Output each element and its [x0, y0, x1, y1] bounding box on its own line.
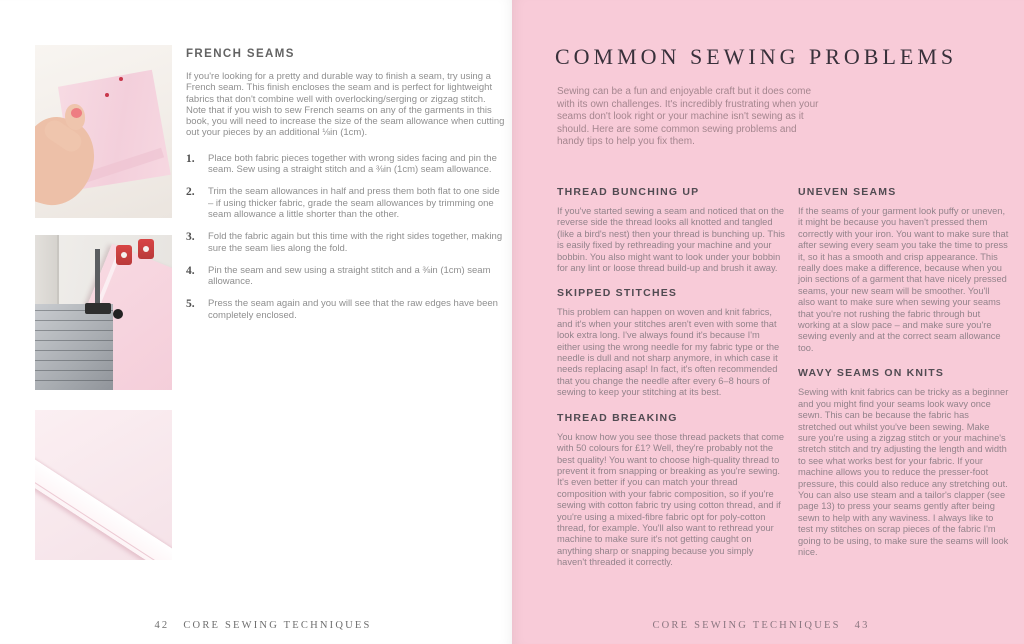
- step-item: [186, 186, 505, 220]
- pressed-seam-shape: [35, 440, 172, 560]
- page-number: 43: [854, 620, 870, 631]
- step-list: [186, 153, 505, 321]
- section-heading: SKIPPED STITCHES: [557, 287, 678, 300]
- right-page-footer: [512, 620, 1024, 631]
- section-thread-breaking: [557, 412, 785, 569]
- step-number: 4.: [186, 264, 195, 277]
- nail-shape: [71, 108, 82, 118]
- red-thread-spool-shape: [116, 245, 132, 265]
- section-uneven-seams: [798, 186, 1009, 354]
- section-body: If the seams of your garment look puffy or uneven, it might be because you haven't pressed them correctly with your iron. You want to make sure that after sewing every seam you take the time to press it, so it has a smooth and crisp appearance. This really does make a difference, because when you join sections of a garment that have nicely pressed seams, your new seam will be smoother. You'll also want to make sure when sewing your seams that you're not rushing the fabric through but working at a slow pace – and make sure you're sewing evenly and at the correct seam allowance too.: [798, 206, 1009, 353]
- photo-column: [35, 45, 172, 560]
- article-intro: If you're looking for a pretty and durable way to finish a seam, try using a French seam. This finish encloses the seam and is perfect for lightweight fabrics that don't combine well with overlocking/serging or zigzag stitch. Note that if you wish to sew French seams on any of the garments in this book, you will need to increase the size of the seam allowance when cutting out your pieces by an additional ⅛in (1cm).: [186, 71, 505, 139]
- column-left: [557, 186, 785, 582]
- step-number: 1.: [186, 152, 195, 165]
- section-body: Sewing with knit fabrics can be tricky as a beginner and you might find your seams look wavy once sewn. This can be because the fabric has stretched out whilst you've been sewing. Make sure you're using a zigzag stitch or your machine's stretch stitch and try adjusting the length and width to see what works best for your fabric. If your machine allows you to reduce the presser-foot pressure, this could also reduce any stretching out. You can also use steam and a tailor's clapper (see page 13) to press your seams gently after being sewn to help with any waviness. I always like to test my stitches on scrap pieces of the fabric I'm going to be using, to make sure the seams will look nice.: [798, 387, 1009, 557]
- step-item: [186, 298, 505, 321]
- spool-hole-shape: [143, 246, 149, 252]
- needle-bar-shape: [95, 249, 100, 307]
- running-title: CORE SEWING TECHNIQUES: [183, 620, 372, 631]
- spool-hole-shape: [121, 252, 127, 258]
- step-text: Pin the seam and sew using a straight stitch and a ⅜in (1cm) seam allowance.: [208, 264, 491, 288]
- section-skipped-stitches: [557, 287, 785, 398]
- section-heading: WAVY SEAMS ON KNITS: [798, 367, 945, 380]
- step-number: 3.: [186, 231, 195, 244]
- step-text: Place both fabric pieces together with wrong sides facing and pin the seam. Sew using a straight stitch and a ⅜in (1cm) seam allowance.: [208, 152, 497, 176]
- step-item: [186, 231, 505, 254]
- red-pin-shape: [119, 77, 123, 81]
- column-right: [798, 186, 1009, 582]
- chapter-intro: Sewing can be a fun and enjoyable craft but it does come with its own challenges. It's incredibly frustrating when your seams don't look right or your machine isn't sewing as it should. Here are some common sewing problems and handy tips to help you fix them.: [557, 86, 819, 148]
- step-text: Trim the seam allowances in half and press them both flat to one side – if using thicker fabric, grade the seam allowances by trimming one seam allowance a little shorter than the other.: [208, 186, 500, 220]
- step-text: Fold the fabric again but this time with the right sides together, making sure the seam lies along the fold.: [208, 231, 503, 254]
- presser-foot-shape: [85, 303, 111, 314]
- machine-knob-shape: [113, 309, 123, 319]
- section-body: You know how you see those thread packets that come with 50 colours for £1? Well, they're probably not the best quality! You want to choose high-quality thread to prevent it from snapping or breaking as you're sewing. It's even better if you can match your thread composition with your fabric composition, so if you're sewing with cotton fabric try using cotton thread, and if you're using a mixed-fibre fabric opt for poly-cotton thread, for example. You'll also want to rethread your machine to make sure it's not getting caught on anything sharp or snapping because you simply haven't threaded it correctly.: [557, 431, 785, 568]
- step-text: Press the seam again and you will see that the raw edges have been completely enclosed.: [208, 298, 498, 321]
- red-pin-shape: [105, 93, 109, 97]
- plate-markings-shape: [35, 304, 113, 390]
- section-heading: UNEVEN SEAMS: [798, 186, 897, 198]
- right-page: [512, 0, 1024, 644]
- photo-finished-seam: [35, 410, 172, 560]
- article-french-seams: [186, 48, 505, 332]
- section-body: If you've started sewing a seam and noticed that on the reverse side the thread looks all knotted and tangled (like a bird's nest) then your thread is bunching up. This is easily fixed by rethreading your machine and your bobbin. You also might want to look under your bobbin for any lint or loose thread build-up and brush it away.: [557, 206, 785, 274]
- section-body: This problem can happen on woven and knit fabrics, and it's when your stitches aren't even with some that look extra long. I've always found it's because I'm either using the wrong needle for my fabric type or the needle is dull and not sharp anymore, in which case it needs replacing asap! In fact, it's often recommended that you change the needle after every 6–8 hours of sewing to keep your stitching at its best.: [557, 307, 780, 398]
- article-heading: FRENCH SEAMS: [186, 48, 295, 60]
- section-heading: THREAD BUNCHING UP: [557, 186, 700, 198]
- step-number: 5.: [186, 298, 195, 311]
- step-item: [186, 265, 505, 288]
- photo-sewing-machine: [35, 235, 172, 390]
- two-column-layout: [557, 186, 1009, 582]
- running-title: CORE SEWING TECHNIQUES: [652, 620, 841, 631]
- left-page-footer: [0, 620, 512, 631]
- photo-pinned-fabric: [35, 45, 172, 218]
- section-heading: THREAD BREAKING: [557, 411, 678, 424]
- red-thread-spool-shape: [138, 239, 154, 259]
- step-item: [186, 153, 505, 176]
- section-thread-bunching-up: [557, 186, 785, 274]
- chapter-title: COMMON SEWING PROBLEMS: [555, 44, 958, 69]
- stitch-line-shape: [35, 456, 172, 560]
- page-number: 42: [154, 620, 170, 631]
- section-wavy-seams-on-knits: [798, 367, 1009, 558]
- step-number: 2.: [186, 186, 195, 199]
